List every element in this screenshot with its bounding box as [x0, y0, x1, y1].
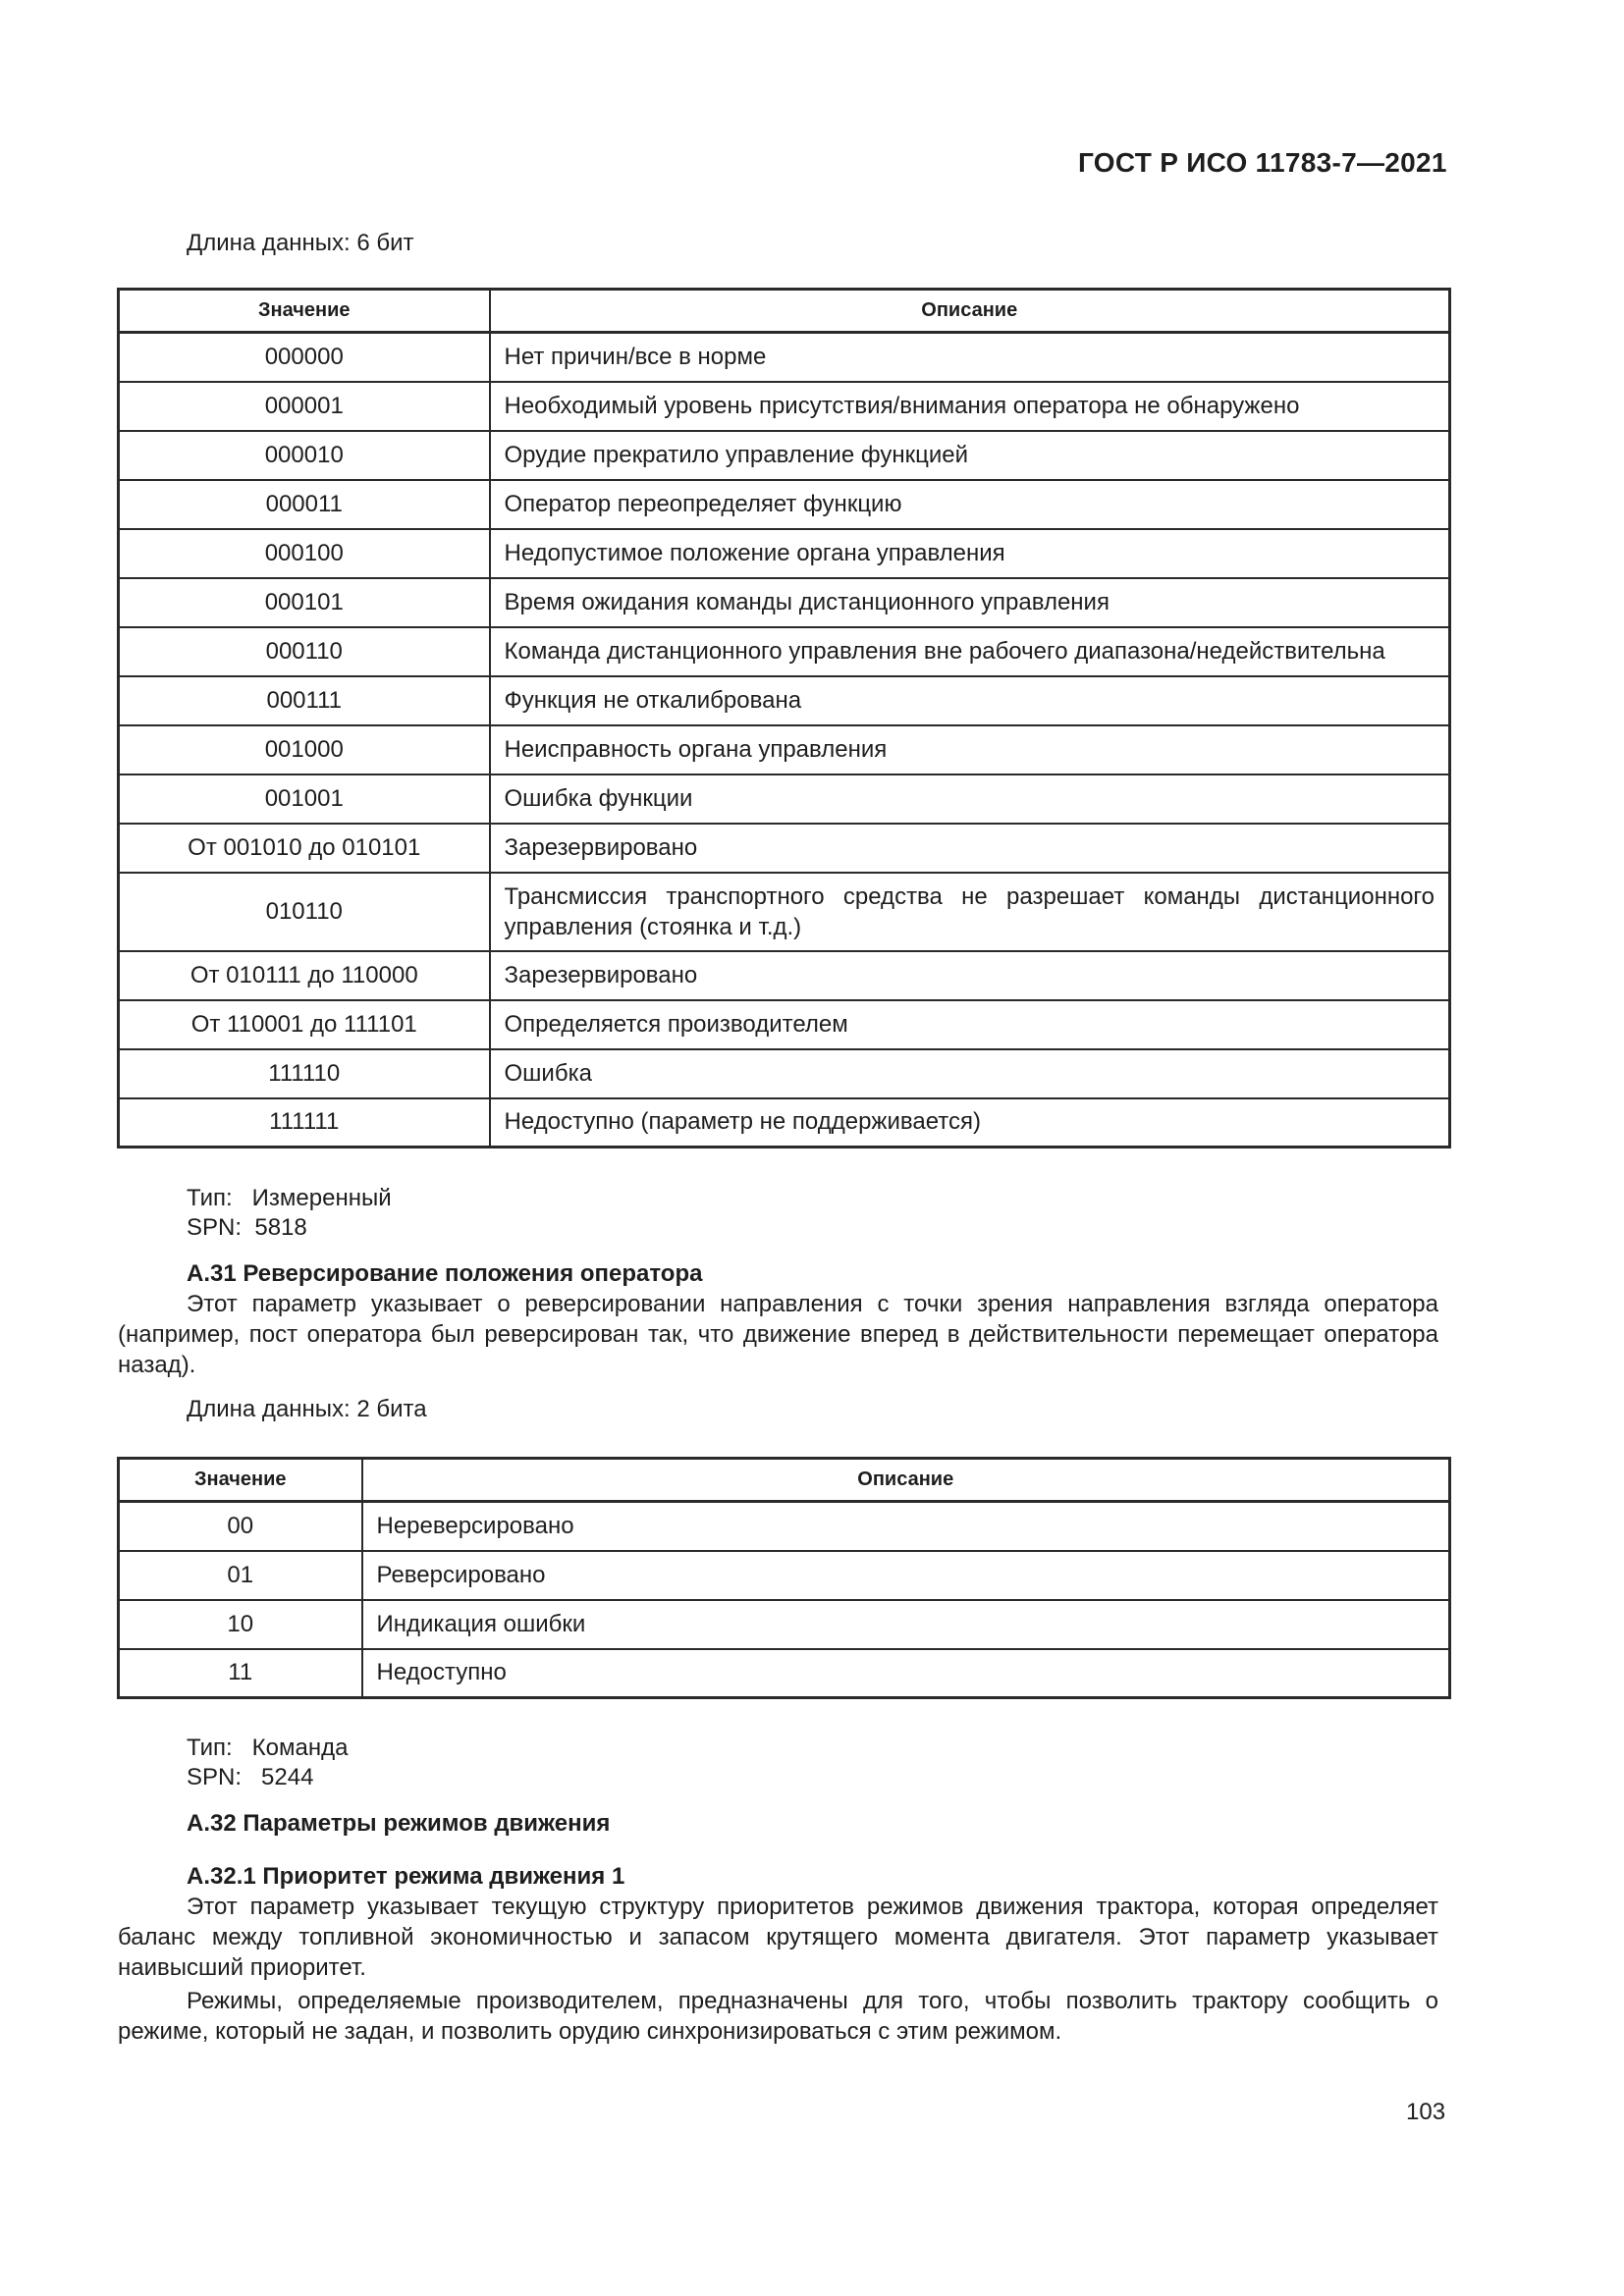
value-cell: 01 — [119, 1551, 362, 1600]
column-header-value: Значение — [119, 1459, 362, 1502]
table-row — [119, 1000, 1450, 1049]
table-row — [119, 431, 1450, 480]
value-cell: 010110 — [119, 873, 490, 951]
description-cell: Нереверсировано — [362, 1502, 1450, 1551]
value-cell: 111111 — [119, 1098, 490, 1148]
description-cell: Недоступно (параметр не поддерживается) — [490, 1098, 1450, 1148]
value-cell: 000010 — [119, 431, 490, 480]
value-cell: 001000 — [119, 725, 490, 774]
value-cell: 000000 — [119, 333, 490, 382]
spn-line-1: SPN: 5818 — [187, 1214, 307, 1241]
table-row — [119, 725, 1450, 774]
value-cell: 000111 — [119, 676, 490, 725]
description-cell: Определяется производителем — [490, 1000, 1450, 1049]
value-cell: 000100 — [119, 529, 490, 578]
paragraph-a321-1 — [118, 1892, 1438, 1983]
value-cell: 000001 — [119, 382, 490, 431]
table-row — [119, 382, 1450, 431]
description-cell: Недоступно — [362, 1649, 1450, 1698]
values-table-1 — [117, 288, 1451, 1148]
table-row — [119, 480, 1450, 529]
description-cell: Орудие прекратило управление функцией — [490, 431, 1450, 480]
column-header-description: Описание — [362, 1459, 1450, 1502]
table-row — [119, 333, 1450, 382]
spn-line-2: SPN: 5244 — [187, 1764, 314, 1790]
description-cell: Индикация ошибки — [362, 1600, 1450, 1649]
description-cell: Нет причин/все в норме — [490, 333, 1450, 382]
description-cell: Команда дистанционного управления вне рабочего диапазона/недействительна — [490, 627, 1450, 676]
description-cell: Время ожидания команды дистанционного управления — [490, 578, 1450, 627]
paragraph-a31 — [118, 1289, 1438, 1380]
value-cell: 111110 — [119, 1049, 490, 1098]
values-table-2 — [117, 1457, 1451, 1699]
table-row — [119, 951, 1450, 1000]
table-row — [119, 1049, 1450, 1098]
table-row — [119, 578, 1450, 627]
section-heading-a32: А.32 Параметры режимов движения — [187, 1810, 611, 1837]
description-cell: Зарезервировано — [490, 824, 1450, 873]
type-line-1: Тип: Измеренный — [187, 1185, 392, 1211]
paragraph-a321-2-text: Режимы, определяемые производителем, предназначены для того, чтобы позволить трактору сообщить о режиме, который не задан, и позволить орудию синхронизироваться с этим режимом. — [118, 1988, 1438, 2045]
description-cell: Реверсировано — [362, 1551, 1450, 1600]
description-cell: Оператор переопределяет функцию — [490, 480, 1450, 529]
table-row — [119, 676, 1450, 725]
column-header-description: Описание — [490, 290, 1450, 333]
paragraph-a31-text: Этот параметр указывает о реверсировании направления с точки зрения направления взгляда оператора (например, пост оператора был реверсирован так, что движение вперед в действительности перемещает оператора назад). — [118, 1291, 1438, 1378]
value-cell: 10 — [119, 1600, 362, 1649]
table-row — [119, 1649, 1450, 1698]
value-cell: От 001010 до 010101 — [119, 824, 490, 873]
value-cell: 000101 — [119, 578, 490, 627]
page-number: 103 — [1406, 2099, 1446, 2125]
description-cell: Необходимый уровень присутствия/внимания оператора не обнаружено — [490, 382, 1450, 431]
table-row — [119, 873, 1450, 951]
document-header: ГОСТ Р ИСО 11783-7—2021 — [1078, 147, 1447, 178]
value-cell: От 110001 до 111101 — [119, 1000, 490, 1049]
table-row — [119, 529, 1450, 578]
type-line-2: Тип: Команда — [187, 1735, 349, 1761]
table-row — [119, 1551, 1450, 1600]
table-row — [119, 824, 1450, 873]
table-row — [119, 627, 1450, 676]
table-row — [119, 1098, 1450, 1148]
subsection-heading-a321: А.32.1 Приоритет режима движения 1 — [187, 1863, 625, 1890]
description-cell: Ошибка функции — [490, 774, 1450, 824]
table-row — [119, 774, 1450, 824]
value-cell: 000011 — [119, 480, 490, 529]
description-cell: Недопустимое положение органа управления — [490, 529, 1450, 578]
description-cell: Зарезервировано — [490, 951, 1450, 1000]
description-cell: Ошибка — [490, 1049, 1450, 1098]
data-length-label-1: Длина данных: 6 бит — [187, 230, 414, 256]
value-cell: 11 — [119, 1649, 362, 1698]
data-length-label-2: Длина данных: 2 бита — [187, 1396, 427, 1422]
description-cell: Неисправность органа управления — [490, 725, 1450, 774]
value-cell: 00 — [119, 1502, 362, 1551]
description-cell: Трансмиссия транспортного средства не разрешает команды дистанционного управления (стоянка и т.д.) — [490, 873, 1450, 951]
value-cell: 000110 — [119, 627, 490, 676]
value-cell: 001001 — [119, 774, 490, 824]
table-row — [119, 1600, 1450, 1649]
description-cell: Функция не откалибрована — [490, 676, 1450, 725]
value-cell: От 010111 до 110000 — [119, 951, 490, 1000]
section-heading-a31: А.31 Реверсирование положения оператора — [187, 1260, 703, 1287]
paragraph-a321-1-text: Этот параметр указывает текущую структуру приоритетов режимов движения трактора, которая определяет баланс между топливной экономичностью и запасом крутящего момента двигателя. Этот параметр указывает наивысший приоритет. — [118, 1894, 1438, 1981]
column-header-value: Значение — [119, 290, 490, 333]
table-row — [119, 1502, 1450, 1551]
paragraph-a321-2 — [118, 1986, 1438, 2047]
